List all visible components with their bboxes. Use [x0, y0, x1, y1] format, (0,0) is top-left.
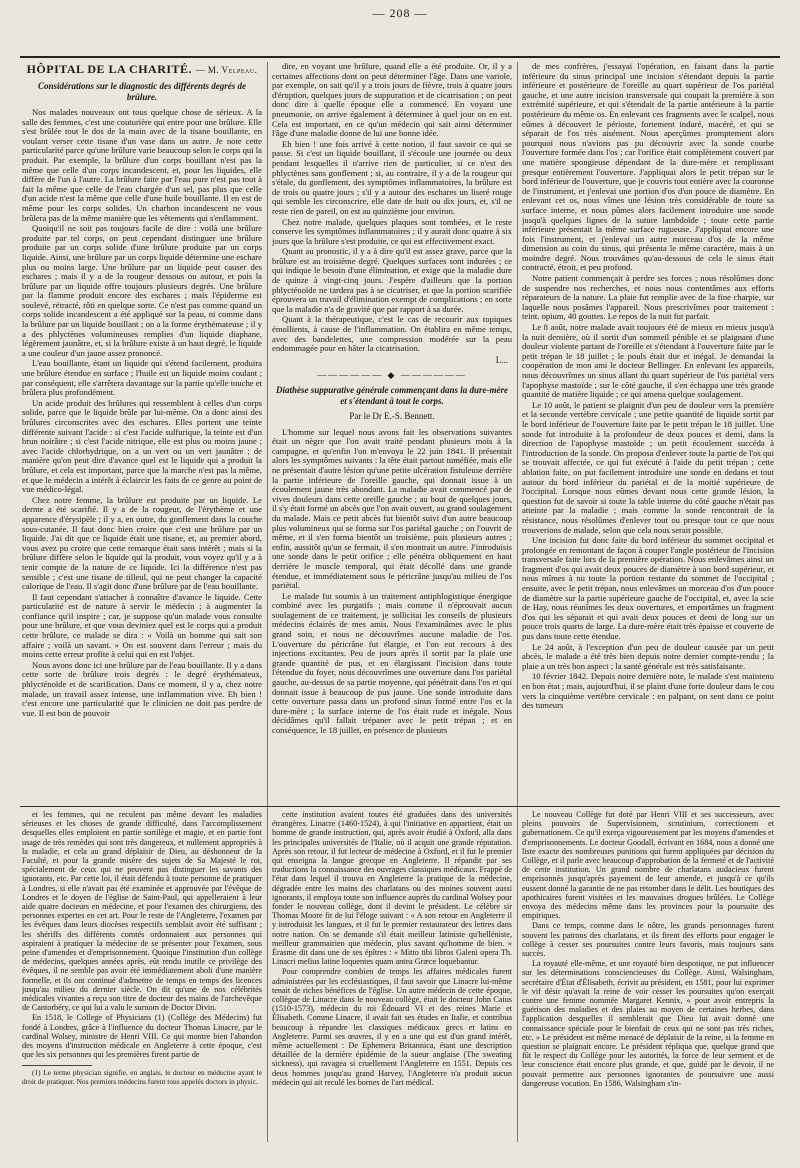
paragraph: Un acide produit des brûlures qui ressemblent à celles d'un corps solide, parce que le liquide brûle par lui-même. On a donc ainsi des brûlures circonscrites avec des eschares. Elles portent une teinte différente suivant l'acide : si c'est l'acide sulfurique, la teinte est d'un brun noirâtre ; si c'est l'acide nitrique, elle est plus ou moins jaune ; avec l'acide chlorhydrique, on a un vert ou un vert jaunâtre ; de manière qu'on peut dire d'avance quel est le liquide qui a produit la brûlure, et cela est important, parce que la marche n'est pas la même, et que le médecin a intérêt à éclaircir les faits de ce genre au point de vue médico-légal.	[22, 397, 262, 495]
paragraph: En 1518, le College of Physicians (1) (Collége des Médecins) fut fondé à Londres, grâce à l'influence du docteur Thomas Linacre, par le cardinal Wolsey, ministre de Henri VIII. Ce qui montre bien l'abandon des moyens d'instruction médicale en Angleterre à cette époque, c'est que les six personnes qui les premières firent partie de	[22, 1013, 262, 1060]
hospital-name: HÔPITAL DE LA CHARITÉ.	[26, 62, 193, 76]
paragraph: L'homme sur lequel nous avons fait les observations suivantes était un nègre que l'on avait traité pendant plusieurs mois à la campagne, et qu'enfin l'on m'envoya le 22 juin 1841. Il présentait alors les symptômes suivants : la tête était partout tuméfiée, mais elle ne présentait d'autre lésion qu'une petite ulcération fistuleuse derrière la partie inférieure de l'oreille gauche, qui donnait issue à un écoulement jaune très abondant. La maladie avait commencé par de vives douleurs dans cette oreille gauche ; au bout de quelques jours, il s'y était formé un abcès que l'on avait ouvert, au grand soulagement du malade. Mais ce petit abcès fut bientôt suivi d'un autre beaucoup plus volumineux qui se forma sur l'os pariétal gauche ; on l'ouvrit de même, et il s'en forma bientôt un troisième, puis plusieurs autres ; enfin, aussitôt qu'un se fermait, il s'en montrait un autre. J'introduisis une sonde dans le petit orifice ; elle pénétra obliquement en haut derrière le muscle temporal, qui était décollé dans une grande étendue, et immédiatement sous le péricrâne jusqu'au milieu de l'os pariétal.	[272, 426, 512, 591]
bottom-column-3-paragraphs	[522, 810, 774, 1088]
column-3	[522, 62, 774, 802]
paragraph: de mes confrères, j'essayai l'opération, en faisant dans la partie inférieure du sinus principal une incision s'étendant depuis la partie inférieure et postérieure de l'oreille au quart supérieur de l'os pariétal gauche, et une autre incision transversale qui coupait la première à son extrémité supérieure, et qui s'étendait de la partie antérieure à la partie postérieure du même os. En enlevant ces fragments avec le scalpel, nous eûmes à découvert le périoste, fortement induré, macéré, et qui se séparait de l'os très aisément. Nous aperçûmes promptement alors pourquoi nous n'avions pas pu découvrir avec la sonde courbe l'ouverture formée dans l'os ; car l'orifice était complètement couvert par une matière spongieuse dépendant de la dure-mère et remplissant presque entièrement l'ouverture. J'appliquai alors le petit trépan sur le bord inférieur de l'ouverture, que je couvris tout entière avec la couronne de l'instrument, et j'enlevai une portion d'os d'un pouce de diamètre. En enlevant cet os, nous vîmes une lésion très considérable de toute sa surface interne, et nous pûmes alors facilement introduire une sonde jusqu'à quelques lignes de la suture lambdoïde ; toute cette partie inférieure présentait la même surface rugueuse. J'appliquai encore une fois l'instrument, et j'enlevai un autre morceau d'os de la même dimension au coin du sinus, qui présenta le même caractère, mais à un moindre degré. Nous trouvâmes qu'au-dessous de cela le sinus était contracté, étroit, et peu profond.	[522, 62, 774, 273]
paragraph: Quant au pronostic, il y a à dire qu'il est assez grave, parce que la brûlure est au troisième degré. Quelques surfaces sont indurées ; ce qui indique le besoin d'une élimination, et exige que la maladie dure de quinze à vingt-cinq jours. J'espère d'ailleurs que la portion phlycténoïde ne tardera pas à se cicatriser, et que la portion scarifiée éprouvera un travail d'élimination exempt de complications ; en sorte que la maladie n'a de gravité que par rapport à sa durée.	[272, 246, 512, 314]
footnote-rule	[22, 1065, 92, 1066]
paragraph: L'eau bouillante, étant un liquide qui s'étend facilement, produira une brûlure étendue en surface ; l'huile est un liquide moins coulant ; par conséquent, elle s'arrêtera davantage sur la partie qu'elle touche et brûlera plus profondément.	[22, 358, 262, 398]
column-3-paragraphs	[522, 62, 774, 711]
paragraph: et les femmes, qui ne reculent pas même devant les maladies sérieuses et les choses de grande difficulté, dans l'accomplissement desquelles elles emploient en partie sortilège et magie, et en partie font usage de très remèdes qui sont très dangereux, et nullement appropriés à la maladie, et cela au grand déplaisir de Dieu, au déshonneur de la Faculté, et pour la grande misère des sujets de Sa Majesté le roi, spécialement de ceux qui ne peuvent pas distinguer les savants des ignorants, etc. Par cette loi, il était défendu à toute personne de pratiquer à Londres, si elle n'avait pas été examinée et approuvée par l'évêque de Londres et le doyen de l'église de Saint-Paul, qui appelleraient à leur aide quatre docteurs en médecine, et pour l'examen des chirurgiens, des personnes expertes en cet art. Pour le reste de l'Angleterre, l'examen par les évêques dans leurs diocèses respectifs semblait avoir été suffisant ; les shériffs des différents comtés ordonnaient aux personnes qui aspiraient à pratiquer la médecine de se présenter pour l'examen, sous peine d'amendes et d'emprisonnement. Quoique l'institution d'un collège de médecins, quelques années après, eût rendu inutile ce privilège des évêques, il ne semble pas avoir été immédiatement aboli d'une manière formelle, et ils ont continué d'admettre de temps en temps des licences jusqu'au milieu du dernier siècle. On dit qu'une de nos célébrités médicales vivantes a reçu son titre de docteur des mains de l'archevêque de Cantorbéry, ce qui lui a valu le surnom de Doctor Divin.	[22, 810, 262, 1013]
article-subheading: Considérations sur le diagnostic des différents degrés de brûlure.	[37, 81, 247, 102]
article-signoff: L...	[495, 354, 508, 365]
paragraph: Chez notre malade, quelques plaques sont tombées, et le reste conserve les symptômes inflammatoires ; il y aurait donc quatre à six jours que la brûlure s'est produite, ce qui est effectivement exact.	[272, 216, 512, 246]
paragraph: Quant à la thérapeutique, c'est le cas de recourir aux topiques émollients, à cause de l'inflammation. On établira en même temps, avec des bandelettes, une compression modérée sur la peau endommagée pour en hâter la cicatrisation.	[272, 314, 512, 354]
page-number: — 208 —	[372, 6, 428, 20]
column-1-paragraphs	[22, 108, 262, 718]
paragraph: dire, en voyant une brûlure, quand elle a été produite. Or, il y a certaines affections dont on peut déterminer l'âge. Dans une variole, par exemple, on sait qu'il y a trois jours de fièvre, trois à quatre jours d'éruption, quelques jours de suppuration et de cicatrisation ; on peut donc dire à quelle époque elle a commencé. En voyant une pneumonie, on arrive également à déterminer à quel jour on en est. Cela est important, en ce qu'un médecin qui sait ainsi déterminer l'âge d'une maladie donne de lui une bonne idée.	[272, 62, 512, 139]
bottom-column-2	[272, 810, 512, 1155]
bottom-column-3	[522, 810, 774, 1155]
paragraph: Dans ce temps, comme dans le nôtre, les grands personnages furent souvent les patrons des charlatans, et ils firent des efforts pour engager le collège à cesser ses poursuites contre leurs favoris, mais toujours sans succès.	[522, 921, 774, 959]
paragraph: Nous avons donc ici une brûlure par de l'eau bouillante. Il y a dans cette sorte de brûlure trois degrés : le degré érythémateux, phlycténoïde et de scarification. Dans ce moment, il y a, chez notre malade, un travail assez intense, une inflammation vive. Eh bien ! c'est encore une particularité que le clinicien ne doit pas perdre de vue. Il est bon de pouvoir	[22, 659, 262, 718]
footnote: (1) Le terme physician signifie, en anglais, le docteur en médecine ayant le droit de pratiquer. Nos premiers médecins furent tous appelés doctors in physic.	[22, 1068, 262, 1086]
paragraph: 10 février 1842. Depuis notre dernière note, le malade s'est maintenu en bon état ; mais, aujourd'hui, il se plaint d'une forte douleur dans le cou vers la cinquième vertèbre cervicale : en palpant, on sent dans ce point des tumeurs	[522, 671, 774, 711]
paragraph: Une incision fut donc faite du bord inférieur du sommet occipital et prolongée en remontant de façon à couper l'angle postérieur de l'incision transversale faite lors de la première opération. Nous enlevâmes ainsi un fragment d'os qui avait deux pouces de diamètre à son bord supérieur, et nous mîmes à nu toute la portion restante du sommet de l'occipital ; ensuite, avec le petit trépan, nous enlevâmes un morceau d'os d'un pouce de diamètre sur la partie supérieure gauche de l'occipital, et, avec la scie de Hay, nous réunîmes les deux ouvertures, et emportâmes un fragment d'os qui les séparait et qui avait deux pouces et demi de long sur un pouce trois quarts de large. La dure-mère était très épaisse et couverte de pus dans toute cette étendue.	[522, 535, 774, 642]
paragraph: Le malade fut soumis à un traitement antiphlogistique énergique combiné avec les purgatifs ; mais comme il n'éprouvait aucun soulagement de ce traitement, je sollicitai les conseils de plusieurs médecins éclairés de mes amis. Nous l'examinâmes avec le plus grand soin, et nous ne découvrîmes aucune maladie de l'os. L'ouverture du péricrâne fut élargie, et l'on eut recours à des injections excitantes. Peu de jours après il sortit par la plaie une grande quantité de pus, et en élargissant l'incision dans toute l'étendue du foyer, nous découvrîmes une ouverture dans l'os pariétal gauche, au-dessus de sa partie moyenne, qui pénétrait dans l'os et qui donnait issue à beaucoup de pus jaune. Une sonde introduite dans cette ouverture passa dans un profond sinus formé entre l'os et la dure-mère ; la surface interne de l'os était rude et inégale. Nous décidâmes qu'il fallait trépaner avec le petit trépan ; et en conséquence, le 18 juillet, en présence de plusieurs	[272, 590, 512, 735]
paragraph: Il faut cependant s'attacher à connaître d'avance le liquide. Cette particularité est de nature à servir le médecin ; à augmenter la confiance qu'il inspire ; car, je suppose qu'un malade vous consulte pour une brûlure, et que vous deviniez quel est le corps qui a produit cette brûlure, ce malade se dira : « Voilà un homme qui sait son affaire ; voilà un savant. » On est souvent dans l'erreur ; mais du moins cette erreur profite à celui qui en est l'objet.	[22, 591, 262, 660]
article2-paragraphs	[272, 428, 512, 736]
heading-author: — M. Velpeau.	[195, 65, 258, 75]
paragraph: Pour comprendre combien de temps les affaires médicales furent administrées par les ecclésiastiques, il faut savoir que Linacre lui-même tenait de riches bénéfices de l'église. Un autre médecin de cette époque, collègue de Linacre dans le nouveau collège, était le docteur John Caius (1510-1573), médecin du roi Édouard VI et des reines Marie et Élisabeth. Comme Linacre, il avait fait ses études en Italie, et contribua beaucoup à répandre les classiques médicaux grecs et latins en Angleterre. Parmi ses œuvres, il y en a une qui est d'un grand intérêt, même actuellement : De Ephemera Britannica, étant une description détaillée de la dernière épidémie de la sueur anglaise (The sweating sickness), qui ravagea si cruellement l'Angleterre en 1551. Depuis ces deux hommes jusqu'au grand Harvey, l'Angleterre n'a produit aucun médecin qui ait reculé les bornes de l'art médical.	[272, 967, 512, 1087]
column-2-paragraphs	[272, 62, 512, 354]
paragraph: Le 24 août, à l'exception d'un peu de douleur causée par un petit abcès, le malade a été très bien depuis notre dernier compte-rendu ; la plaie a un très bon aspect ; la santé générale est très satisfaisante.	[522, 641, 774, 671]
paragraph: La royauté elle-même, et une royauté bien despotique, ne put influencer sur les déterminations consciencieuses du Collège. Ainsi, Walsingham, secrétaire d'État d'Élisabeth, écrivit au président, en 1581, pour lui exprimer le vif désir qu'avait la reine de voir cesser les poursuites qu'on exerçait contre une femme nommée Margaret Kennix, « pour avoir entrepris la guérison des maladies et des plaies au moyen de certaines herbes, dans l'application desquelles il semblerait que Dieu lui avait donné une connaissance spéciale pour le bienfait de ceux qui ne sont pas très riches, etc. » Le président est même menacé de déplaisir de la reine, si la femme en question se plaignait encore. Le président répliqua que, quelque grand que fût le respect du Collège pour les autorités, la force de leur serment et de leur conscience était encore plus grande, et que, guidé par le devoir, il ne pouvait permettre aux personnes ignorantes de poursuivre une aussi dangereuse vocation. En 1586, Walsingham s'in-	[522, 959, 774, 1088]
article-heading	[22, 62, 262, 77]
header-rule	[20, 56, 780, 58]
column-divider-2	[517, 62, 518, 1142]
section-rule	[20, 806, 780, 807]
paragraph: Le 10 août, le patient se plaignit d'un peu de douleur vers la première et la seconde vertèbre cervicale ; une petite quantité de liquide sortit par le bord inférieur de l'ouverture faite par le petit trépan le 18 juillet. Une sonde fut introduite à la profondeur de deux pouces et demi, dans la direction de l'apophyse mastoïde ; un petit écoulement succéda à l'introduction de la sonde. On proposa d'enlever toute la partie de l'os qui se trouvait affectée, ce qui fut exécuté à l'aide du petit trépan ; cette ablation faite, on put facilement introduire une sonde en dedans et tout autour du bord inférieur du pariétal et de la moitié supérieure de l'occipital. Lorsque nous eûmes devant nous cette grande lésion, la question fut de savoir si toute la table interne du côté gauche n'était pas atteinte par la maladie ; mais comme la sonde rencontrait de la résistance, nous résolûmes d'enlever tout ou presque tout ce que nous trouverions de malade, selon que cela nous serait possible.	[522, 399, 774, 535]
column-divider-1	[267, 62, 268, 1142]
paragraph: Nos malades nouveaux ont tous quelque chose de sérieux. A la salle des femmes, c'est une couturière qui entre pour une brûlure. Elle s'est brûlée tout le dos de la main avec de la tisane bouillante, en voulant verser cette tisane d'un vase dans un autre. Je note cette particularité parce qu'une brûlure varie beaucoup selon le corps qui la produit. Par exemple, la brûlure d'un corps bouillant n'est pas la même que celle d'un corps incandescent, et, pour les liquides, elle diffère de l'un à l'autre. La brûlure faite par l'eau pure n'est pas tout à fait la même que celle de l'eau chargée d'un sel, pas plus que celle d'un acide n'est la même que celle d'une huile bouillante. Il en est de même pour les corps solides. Un charbon incandescent ne vous brûlera pas de la même manière que les vêtements qui s'enflamment.	[22, 107, 262, 223]
paragraph: Notre patient commençait à perdre ses forces ; nous résolûmes donc de suspendre nos recherches, et nous nous contentâmes aux efforts réparateurs de la nature. La plaie fut remplie avec de la fine charpie, sur laquelle nous posâmes l'appareil. Nous prescrivîmes pour traitement : teint. opium, 40 gouttes. Le repos de la nuit fut parfait.	[522, 273, 774, 322]
paragraph: Quoiqu'il ne soit pas toujours facile de dire : voilà une brûlure produite par tel corps, on peut cependant distinguer une brûlure produite par un corps solide d'une brûlure produite par un corps liquide. Ainsi, une brûlure par un corps liquide détermine une eschare plus ou moins large. Une brûlure par un liquide peut causer des eschares ; mais il y a de la rougeur dessous ou autour, et puis la brûlure par un liquide offre toujours plusieurs degrés. Une brûlure par la flamme produit encore des eschares ; mais l'épiderme est soulevé, rétracté, rôti en quelque sorte. Ce n'est pas comme quand un corps solide incandescent a été appliqué sur la peau, ni comme dans la brûlure par un liquide bouillant ; on a la forme érythémateuse ; il y a des phlyctènes volumineuses remplies d'un liquide diaphane, légèrement jaunâtre, et, si la brûlure existe à un haut degré, le liquide a une couleur d'un jaune assez prononcé.	[22, 223, 262, 358]
paragraph: cette institution avaient toutes été graduées dans des universités étrangères. Linacre (1460-1524), à qui l'initiative en appartient, était un homme de grande instruction, qui, après avoir étudié à Oxford, alla dans les principales universités de l'Italie, où il acquit une grande réputation. Après son retour, il fut lecteur de médecine à Oxford, et il fut le premier qui enseigna la langue grecque en Angleterre. Il répandit par ses traductions la connaissance des ouvrages classiques médicaux. Frappé de l'état dans lequel il trouva en Angleterre la pratique de la médecine, dégradée entre les mains des charlatans ou des moines souvent aussi ignorants, il employa toute son influence auprès du cardinal Wolsey pour fonder le nouveau collège, dont il devint le président. Le célèbre sir Thomas Moore fit de lui l'éloge suivant : « A son retour en Angleterre il y introduisit les langues, et il fut le premier restaurateur des lettres dans notre nation. On se demande s'il était meilleur latiniste qu'helléniste, meilleur grammairien que médecin, plus savant qu'homme de bien. » Érasme dit dans une de ses épîtres : « Mitto tibi libros Galeni opera Th. Linacri melius latine loquentes quam antea Græce loquebantur.	[272, 810, 512, 967]
bottom-column-1-paragraphs	[22, 810, 262, 1059]
bottom-column-2-paragraphs	[272, 810, 512, 1087]
column-2	[272, 62, 512, 802]
paragraph: Le nouveau Collège fut doté par Henri VIII et ses successeurs, avec pleins pouvoirs de Supervisionem, scrutinium, correctionem et gubernationem. Ce qu'il exerça vigoureusement par les moyens d'amendes et d'emprisonnements. Le docteur Goodall, écrivant en 1684, nous a donné une liste exacte des nombreuses punitions qui furent appliquées par décision du Collège, et il parle avec beaucoup d'approbation de la fermeté et de l'activité de cette institution. Un grand nombre de charlatans audacieux furent emprisonnés jusqu'après payement de leur amende, et jusqu'à ce qu'ils eussent donné la garantie de ne pas retomber dans le délit. Les boutiques des apothicaires furent visitées et les mauvaises drogues brûlées. Le Collège envoya des médecins même dans les provinces pour la poursuite des empiriques.	[522, 810, 774, 921]
bottom-column-1	[22, 810, 262, 1155]
article2-title: Diathèse suppurative générale commençant dans la dure-mère et s'étendant à tout le corps.	[276, 385, 508, 406]
article-divider: —————— ◆ ——————	[317, 370, 467, 381]
article2-author: Par le Dr E.-S. Bennett.	[349, 411, 435, 421]
paragraph: Eh bien ! une fois arrivé à cette notion, il faut savoir ce qui se passe. Si c'est un liquide bouillant, il s'écoule une journée ou deux pendant lesquelles il n'arrive rien de particulier, si ce n'est des phlyctènes sans gonflement ; si, au contraire, il y a de la rougeur qui s'étale, du gonflement, des symptômes inflammatoires, la brûlure est de trois ou quatre jours ; s'il y a autour des eschares un liseré rouge qui semble les circonscrire, elle date de huit ou dix jours, et, s'il ne reste rien de pareil, on est au quinzième jour environ.	[272, 138, 512, 216]
column-1	[22, 62, 262, 802]
paragraph: Chez notre femme, la brûlure est produite par un liquide. Le derme a été scarifié. Il y a de la rougeur, de l'érythème et une apparence d'érysipèle ; il y a, en outre, du gonflement dans la couche sous-cutanée. Il faut donc bien croire que c'est une brûlure par un liquide. J'ai dit que ce liquide était une tisane, et, au premier abord, vous avez pu croire que cette remarque était sans intérêt ; mais si la brûlure diffère selon le liquide qui la produit, vous voyez qu'il y a à tenir compte de la nature de ce liquide. Ici la différence n'est pas sensible ; c'est une tisane de tilleul, qui ne peut changer la capacité calorique de l'eau. Il s'agit donc d'une brûlure par de l'eau bouillante.	[22, 494, 262, 592]
paragraph: Le 8 août, notre malade avait toujours été de mieux en mieux jusqu'à la nuit dernière, où il sortit d'un sommeil pénible et se plaignant d'une douleur violente partant de l'oreille et s'étendant à l'ouverture faite par le petit trépan le 18 juillet ; le pouls était dur et inégal. Je demandai la coopération de mon ami le docteur Bellinger. En enlevant les appareils, nous découvrîmes un sinus allant du quart supérieur de l'os pariétal vers l'apophyse mastoïde ; sur le côté gauche, il s'en échappa une très grande quantité de matière liquide ; ce qui amena quelque soulagement.	[522, 322, 774, 400]
